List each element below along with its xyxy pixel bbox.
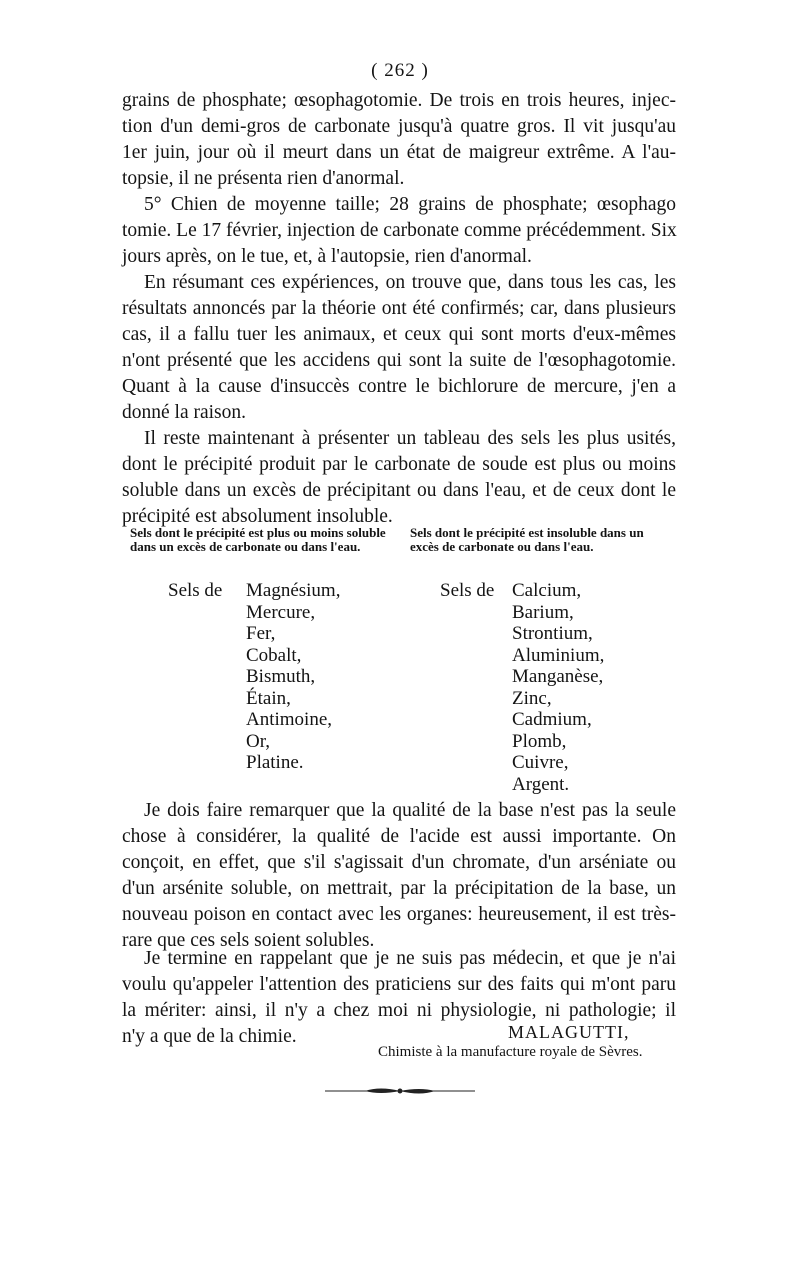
text-line: chose à considérer, la qualité de l'acide est aussi importante. On bbox=[122, 826, 676, 847]
page-number: ( 262 ) bbox=[371, 60, 429, 81]
paragraph-continuation bbox=[122, 88, 676, 192]
author-signature: MALAGUTTI, bbox=[508, 1022, 630, 1042]
list-item: Zinc, bbox=[512, 687, 552, 709]
text-line: cas, il a fallu tuer les animaux, et ceux qui sont morts d'eux-mêmes bbox=[122, 324, 676, 345]
text-line: donné la raison. bbox=[122, 402, 247, 423]
list-item: Fer, bbox=[246, 623, 276, 644]
list-item: Antimoine, bbox=[246, 709, 333, 730]
table-lead-left: Sels de bbox=[168, 580, 223, 601]
author-title: Chimiste à la manufacture royale de Sèvres. bbox=[378, 1044, 643, 1060]
text-line: voulu qu'appeler l'attention des praticiens sur des faits qui m'ont paru bbox=[122, 974, 676, 995]
text-line: d'un arsénite soluble, on mettrait, par la précipitation de la base, un bbox=[122, 878, 676, 899]
text-line: tomie. Le 17 février, injection de carbonate comme précédemment. Six bbox=[122, 220, 677, 241]
text-line: Quant à la cause d'insuccès contre le bichlorure de mercure, j'en a bbox=[122, 376, 676, 397]
text-line: jours après, on le tue, et, à l'autopsie, rien d'anormal. bbox=[122, 246, 532, 267]
text-line: Il reste maintenant à présenter un tableau des sels les plus usités, bbox=[144, 428, 676, 449]
paragraph-table-intro bbox=[122, 426, 676, 530]
text-line: rare que ces sels soient solubles. bbox=[122, 930, 375, 951]
text-line: dont le précipité produit par le carbonate de soude est plus ou moins bbox=[122, 454, 676, 475]
text-line: résultats annoncés par la théorie ont été confirmés; car, dans plusieurs bbox=[122, 298, 676, 319]
text-line: nouveau poison en contact avec les organes: heureusement, il est très- bbox=[122, 904, 676, 925]
list-item: Cobalt, bbox=[246, 644, 302, 666]
list-item: Magnésium, bbox=[246, 580, 341, 601]
list-item: Calcium, bbox=[512, 580, 582, 601]
list-item: Étain, bbox=[246, 687, 291, 709]
text-line: Je dois faire remarquer que la qualité de la base n'est pas la seule bbox=[144, 800, 676, 821]
text-line: grains de phosphate; œsophagotomie. De trois en trois heures, injec- bbox=[122, 90, 676, 111]
list-item: Cuivre, bbox=[512, 752, 569, 773]
list-item: Argent. bbox=[512, 773, 570, 795]
text-line: la mériter: ainsi, il n'y a chez moi ni physiologie, ni pathologie; il bbox=[122, 1000, 676, 1021]
text-line: n'y a que de la chimie. bbox=[122, 1026, 297, 1047]
table-caption-insoluble: Sels dont le précipité est insoluble dans un excès de carbonate ou dans l'eau. bbox=[410, 525, 644, 554]
text-line: Je termine en rappelant que je ne suis pas médecin, et que je n'ai bbox=[144, 948, 676, 969]
text-line: En résumant ces expériences, on trouve que, dans tous les cas, les bbox=[144, 272, 676, 293]
soluble-salts-list bbox=[246, 580, 340, 774]
text-line: précipité est absolument insoluble. bbox=[122, 506, 393, 527]
text-line: 1er juin, jour où il meurt dans un état de maigreur extrême. A l'au- bbox=[122, 142, 676, 163]
paragraph-remark bbox=[122, 798, 676, 954]
text-line: topsie, il ne présenta rien d'anormal. bbox=[122, 168, 405, 189]
list-item: Or, bbox=[246, 730, 271, 752]
list-item: Plomb, bbox=[512, 730, 567, 752]
text-line: conçoit, en effet, que s'il s'agissait d'un chromate, d'un arséniate ou bbox=[122, 852, 676, 873]
insoluble-salts-list bbox=[512, 580, 604, 795]
text-line: soluble dans un excès de précipitant ou dans l'eau, et de ceux dont le bbox=[122, 480, 676, 501]
list-item: Manganèse, bbox=[512, 666, 604, 687]
table-lead-right: Sels de bbox=[440, 580, 495, 601]
text-line: tion d'un demi-gros de carbonate jusqu'à quatre gros. Il vit jusqu'au bbox=[122, 116, 676, 137]
paragraph-experiment-5 bbox=[122, 192, 676, 270]
ornament-rule-icon bbox=[325, 1085, 475, 1097]
table-caption-soluble: Sels dont le précipité est plus ou moins soluble dans un excès de carbonate ou dans l'eau. bbox=[130, 525, 386, 554]
list-item: Aluminium, bbox=[512, 644, 605, 666]
text-line: 5° Chien de moyenne taille; 28 grains de phosphate; œsophago bbox=[144, 194, 676, 215]
list-item: Bismuth, bbox=[246, 666, 316, 687]
list-item: Cadmium, bbox=[512, 709, 592, 730]
paragraph-summary bbox=[122, 270, 676, 426]
text-line: n'ont présenté que les accidens qui sont la suite de l'œsophagotomie. bbox=[122, 350, 676, 371]
list-item: Barium, bbox=[512, 601, 574, 623]
list-item: Strontium, bbox=[512, 623, 593, 644]
list-item: Platine. bbox=[246, 752, 304, 773]
list-item: Mercure, bbox=[246, 601, 316, 623]
